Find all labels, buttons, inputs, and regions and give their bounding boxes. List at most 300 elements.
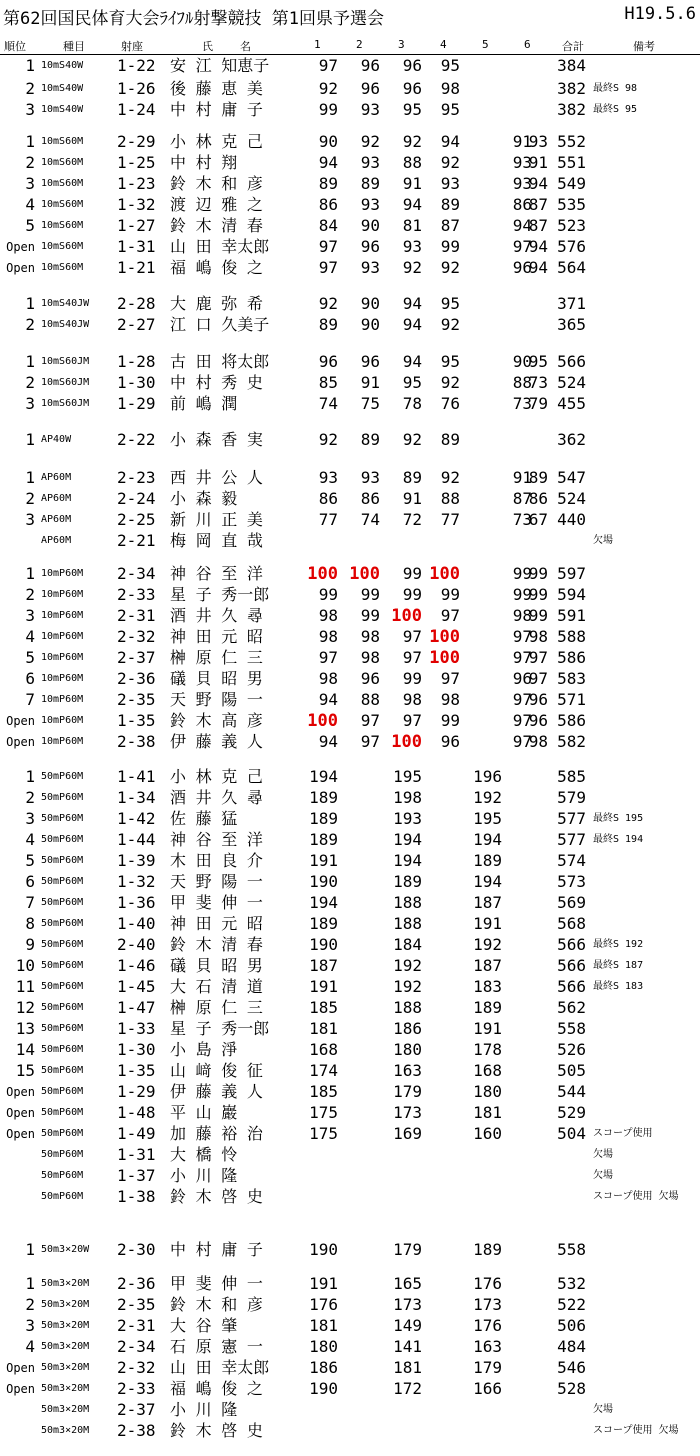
table-row	[0, 428, 700, 452]
score-cell: 91	[360, 373, 380, 392]
score-cell: 198	[393, 788, 422, 807]
name-cell: 加 藤 裕 治	[170, 1124, 263, 1143]
table-row	[0, 529, 700, 553]
lane-cell: 1-36	[117, 893, 156, 912]
score-cell: 87	[512, 489, 532, 508]
event-cell: 50m3×20M	[41, 1299, 90, 1310]
score-cell: 96	[528, 711, 548, 730]
total-cell: 573	[557, 872, 586, 891]
score-cell: 97	[318, 258, 338, 277]
score-cell: 91	[528, 153, 548, 172]
total-cell: 552	[557, 132, 586, 151]
total-cell: 576	[557, 237, 586, 256]
lane-cell: 2-37	[117, 1400, 156, 1419]
lane-cell: 1-37	[117, 1166, 156, 1185]
lane-cell: 1-40	[117, 914, 156, 933]
score-cell: 92	[360, 132, 380, 151]
name-cell: 甲 斐 伸 一	[170, 1274, 263, 1293]
rank-cell: 10	[15, 956, 35, 975]
score-cell: 184	[393, 935, 422, 954]
total-cell: 568	[557, 914, 586, 933]
score-cell: 100	[391, 732, 422, 752]
score-cell: 97	[512, 648, 532, 667]
event-cell: 10mS60JM	[41, 398, 90, 409]
name-cell: 西 井 公 人	[170, 468, 263, 487]
name-cell: 木 田 良 介	[170, 851, 263, 870]
header-round-6: 6	[524, 38, 531, 51]
rank-cell: 2	[25, 489, 35, 508]
rank-cell: 6	[25, 669, 35, 688]
event-cell: 50m3×20M	[41, 1404, 90, 1415]
name-cell: 礒 貝 昭 男	[170, 669, 263, 688]
score-cell: 85	[318, 373, 338, 392]
event-cell: 50mP60M	[41, 939, 84, 950]
lane-cell: 1-45	[117, 977, 156, 996]
event-cell: 50mP60M	[41, 855, 84, 866]
total-cell: 586	[557, 711, 586, 730]
score-cell: 86	[528, 489, 548, 508]
score-cell: 181	[473, 1103, 502, 1122]
lane-cell: 1-32	[117, 872, 156, 891]
name-cell: 小 島 淨	[170, 1040, 238, 1059]
header-round-1: 1	[314, 38, 321, 51]
lane-cell: 2-31	[117, 606, 156, 625]
name-cell: 小 川 隆	[170, 1166, 238, 1185]
rank-cell: 1	[25, 1240, 35, 1259]
score-cell: 173	[393, 1103, 422, 1122]
score-cell: 99	[402, 669, 422, 688]
score-cell: 92	[318, 294, 338, 313]
score-cell: 90	[360, 294, 380, 313]
score-cell: 98	[528, 627, 548, 646]
score-cell: 91	[402, 174, 422, 193]
score-cell: 194	[309, 767, 338, 786]
name-cell: 酒 井 久 尋	[170, 606, 263, 625]
total-cell: 532	[557, 1274, 586, 1293]
score-cell: 189	[393, 872, 422, 891]
lane-cell: 1-30	[117, 373, 156, 392]
total-cell: 484	[557, 1337, 586, 1356]
event-cell: AP60M	[41, 493, 72, 504]
name-cell: 鈴 木 啓 史	[170, 1421, 263, 1440]
page-title: 第62回国民体育大会ﾗｲﾌﾙ射撃競技 第1回県予選会	[3, 9, 384, 29]
score-cell: 88	[440, 489, 460, 508]
name-cell: 神 田 元 昭	[170, 914, 263, 933]
total-cell: 524	[557, 373, 586, 392]
total-cell: 582	[557, 732, 586, 751]
score-cell: 91	[512, 132, 532, 151]
event-cell: 10mP60M	[41, 631, 84, 642]
event-cell: 50m3×20M	[41, 1425, 90, 1436]
score-cell: 94	[402, 352, 422, 371]
score-cell: 95	[440, 56, 460, 75]
score-cell: 176	[309, 1295, 338, 1314]
score-cell: 189	[309, 809, 338, 828]
score-cell: 193	[393, 809, 422, 828]
lane-cell: 2-27	[117, 315, 156, 334]
event-cell: 50mP60M	[41, 876, 84, 887]
score-cell: 191	[473, 914, 502, 933]
lane-cell: 1-30	[117, 1040, 156, 1059]
score-cell: 191	[309, 1274, 338, 1293]
score-cell: 94	[440, 132, 460, 151]
name-cell: 小 川 隆	[170, 1400, 238, 1419]
event-cell: 10mP60M	[41, 694, 84, 705]
total-cell: 558	[557, 1019, 586, 1038]
score-cell: 188	[393, 998, 422, 1017]
note-cell: 欠場	[593, 1149, 613, 1160]
score-cell: 86	[318, 195, 338, 214]
score-cell: 189	[309, 830, 338, 849]
score-cell: 90	[318, 132, 338, 151]
total-cell: 583	[557, 669, 586, 688]
score-cell: 166	[473, 1379, 502, 1398]
score-cell: 73	[528, 373, 548, 392]
name-cell: 山 田 幸太郎	[170, 237, 270, 256]
name-cell: 後 藤 恵 美	[170, 79, 263, 98]
event-cell: 50mP60M	[41, 834, 84, 845]
rank-cell: Open	[6, 240, 35, 254]
score-cell: 98	[440, 79, 460, 98]
score-cell: 74	[318, 394, 338, 413]
score-cell: 97	[528, 669, 548, 688]
score-cell: 87	[440, 216, 460, 235]
score-cell: 195	[393, 767, 422, 786]
event-cell: 50mP60M	[41, 792, 84, 803]
header-given-name: 名	[240, 40, 251, 53]
score-cell: 77	[440, 510, 460, 529]
score-cell: 189	[473, 1240, 502, 1259]
event-cell: 50mP60M	[41, 897, 84, 908]
score-cell: 141	[393, 1337, 422, 1356]
score-cell: 185	[309, 998, 338, 1017]
name-cell: 伊 藤 義 人	[170, 1082, 263, 1101]
total-cell: 544	[557, 1082, 586, 1101]
lane-cell: 1-35	[117, 1061, 156, 1080]
score-cell: 176	[473, 1316, 502, 1335]
lane-cell: 1-46	[117, 956, 156, 975]
score-cell: 165	[393, 1274, 422, 1293]
score-cell: 86	[512, 195, 532, 214]
score-cell: 163	[473, 1337, 502, 1356]
score-cell: 97	[440, 669, 460, 688]
rank-cell: 2	[25, 153, 35, 172]
event-cell: 10mP60M	[41, 673, 84, 684]
event-cell: 50m3×20M	[41, 1383, 90, 1394]
score-cell: 92	[440, 315, 460, 334]
event-cell: 50mP60M	[41, 813, 84, 824]
lane-cell: 1-44	[117, 830, 156, 849]
score-cell: 97	[318, 237, 338, 256]
rank-cell: 14	[15, 1040, 35, 1059]
total-cell: 371	[557, 294, 586, 313]
lane-cell: 1-38	[117, 1187, 156, 1206]
score-cell: 97	[512, 237, 532, 256]
score-cell: 194	[473, 830, 502, 849]
header-lane: 射座	[121, 40, 143, 53]
header-round-5: 5	[482, 38, 489, 51]
event-cell: AP60M	[41, 535, 72, 546]
lane-cell: 1-47	[117, 998, 156, 1017]
event-cell: AP60M	[41, 514, 72, 525]
lane-cell: 1-25	[117, 153, 156, 172]
score-cell: 96	[360, 237, 380, 256]
total-cell: 365	[557, 315, 586, 334]
lane-cell: 1-26	[117, 79, 156, 98]
score-cell: 95	[402, 373, 422, 392]
event-cell: 10mP60M	[41, 715, 84, 726]
total-cell: 586	[557, 648, 586, 667]
table-row	[0, 730, 700, 754]
score-cell: 98	[402, 690, 422, 709]
rank-cell: 12	[15, 998, 35, 1017]
name-cell: 酒 井 久 尋	[170, 788, 263, 807]
score-cell: 100	[307, 711, 338, 731]
score-cell: 88	[402, 153, 422, 172]
score-cell: 89	[318, 174, 338, 193]
name-cell: 星 子 秀一郎	[170, 585, 270, 604]
score-cell: 72	[402, 510, 422, 529]
total-cell: 566	[557, 956, 586, 975]
note-cell: 最終S 194	[593, 834, 644, 845]
event-cell: 10mS40W	[41, 83, 84, 94]
score-cell: 92	[440, 153, 460, 172]
score-cell: 93	[402, 237, 422, 256]
score-cell: 74	[360, 510, 380, 529]
lane-cell: 1-42	[117, 809, 156, 828]
score-cell: 189	[309, 788, 338, 807]
rank-cell: 1	[25, 352, 35, 371]
rank-cell: 1	[25, 1274, 35, 1293]
score-cell: 100	[429, 627, 460, 647]
score-cell: 96	[360, 352, 380, 371]
score-cell: 179	[473, 1358, 502, 1377]
rank-cell: 1	[25, 468, 35, 487]
note-cell: 欠場	[593, 1170, 613, 1181]
score-cell: 98	[528, 732, 548, 751]
score-cell: 94	[512, 216, 532, 235]
name-cell: 鈴 木 高 彦	[170, 711, 263, 730]
score-cell: 92	[402, 132, 422, 151]
score-cell: 97	[440, 606, 460, 625]
score-cell: 94	[528, 174, 548, 193]
score-cell: 91	[402, 489, 422, 508]
score-cell: 96	[360, 79, 380, 98]
score-cell: 191	[473, 1019, 502, 1038]
score-cell: 178	[473, 1040, 502, 1059]
score-cell: 99	[512, 585, 532, 604]
total-cell: 566	[557, 352, 586, 371]
total-cell: 384	[557, 56, 586, 75]
note-cell: 最終S 192	[593, 939, 644, 950]
table-row	[0, 313, 700, 337]
score-cell: 78	[402, 394, 422, 413]
lane-cell: 2-33	[117, 585, 156, 604]
name-cell: 天 野 陽 一	[170, 690, 263, 709]
total-cell: 524	[557, 489, 586, 508]
score-cell: 89	[360, 174, 380, 193]
event-cell: 10mS60M	[41, 178, 84, 189]
event-cell: 50mP60M	[41, 771, 84, 782]
score-cell: 97	[360, 711, 380, 730]
score-cell: 196	[473, 767, 502, 786]
score-cell: 189	[473, 851, 502, 870]
score-cell: 89	[360, 430, 380, 449]
total-cell: 594	[557, 585, 586, 604]
event-cell: 50mP60M	[41, 1170, 84, 1181]
total-cell: 579	[557, 788, 586, 807]
score-cell: 90	[360, 315, 380, 334]
score-cell: 97	[512, 690, 532, 709]
total-cell: 551	[557, 153, 586, 172]
score-cell: 190	[309, 935, 338, 954]
score-cell: 95	[402, 100, 422, 119]
score-cell: 190	[309, 1379, 338, 1398]
rank-cell: 15	[15, 1061, 35, 1080]
score-cell: 79	[528, 394, 548, 413]
score-cell: 98	[360, 627, 380, 646]
score-cell: 173	[393, 1295, 422, 1314]
event-cell: 50m3×20M	[41, 1362, 90, 1373]
score-cell: 187	[309, 956, 338, 975]
score-cell: 96	[360, 56, 380, 75]
lane-cell: 1-32	[117, 195, 156, 214]
rank-cell: 4	[25, 1337, 35, 1356]
rank-cell: Open	[6, 1127, 35, 1141]
lane-cell: 2-34	[117, 564, 156, 583]
event-cell: 50m3×20M	[41, 1341, 90, 1352]
rank-cell: 2	[25, 79, 35, 98]
score-cell: 100	[391, 606, 422, 626]
lane-cell: 2-30	[117, 1240, 156, 1259]
lane-cell: 2-23	[117, 468, 156, 487]
lane-cell: 2-37	[117, 648, 156, 667]
score-cell: 96	[360, 669, 380, 688]
score-cell: 100	[429, 648, 460, 668]
rank-cell: 6	[25, 872, 35, 891]
score-cell: 97	[512, 711, 532, 730]
note-cell: 最終S 195	[593, 813, 644, 824]
score-cell: 188	[393, 914, 422, 933]
score-cell: 191	[309, 977, 338, 996]
rank-cell: 3	[25, 1316, 35, 1335]
score-cell: 88	[360, 690, 380, 709]
lane-cell: 2-36	[117, 1274, 156, 1293]
lane-cell: 2-25	[117, 510, 156, 529]
lane-cell: 2-32	[117, 627, 156, 646]
score-cell: 96	[512, 669, 532, 688]
table-row	[0, 98, 700, 122]
score-cell: 100	[349, 564, 380, 584]
score-cell: 98	[318, 627, 338, 646]
name-cell: 神 田 元 昭	[170, 627, 263, 646]
score-cell: 175	[309, 1103, 338, 1122]
name-cell: 石 原 憲 一	[170, 1337, 263, 1356]
header-surname: 氏	[202, 40, 213, 53]
total-cell: 566	[557, 935, 586, 954]
name-cell: 甲 斐 伸 一	[170, 893, 263, 912]
score-cell: 149	[393, 1316, 422, 1335]
name-cell: 中 村 庸 子	[170, 1240, 263, 1259]
rank-cell: 3	[25, 510, 35, 529]
score-cell: 99	[440, 711, 460, 730]
lane-cell: 1-21	[117, 258, 156, 277]
name-cell: 大 石 清 道	[170, 977, 263, 996]
event-cell: 10mS60JM	[41, 377, 90, 388]
event-cell: 10mS60M	[41, 136, 84, 147]
rank-cell: 3	[25, 394, 35, 413]
score-cell: 93	[360, 468, 380, 487]
score-cell: 73	[512, 394, 532, 413]
score-cell: 98	[318, 606, 338, 625]
event-cell: 10mP60M	[41, 568, 84, 579]
lane-cell: 1-39	[117, 851, 156, 870]
name-cell: 小 林 克 己	[170, 767, 263, 786]
total-cell: 522	[557, 1295, 586, 1314]
event-cell: 10mS40W	[41, 60, 84, 71]
note-cell: 最終S 183	[593, 981, 644, 992]
score-cell: 98	[318, 669, 338, 688]
score-cell: 96	[528, 690, 548, 709]
event-cell: 10mS60M	[41, 262, 84, 273]
score-cell: 96	[440, 732, 460, 751]
score-cell: 99	[318, 585, 338, 604]
lane-cell: 1-29	[117, 394, 156, 413]
event-cell: 10mS40JW	[41, 298, 90, 309]
event-cell: 10mS60M	[41, 199, 84, 210]
score-cell: 88	[512, 373, 532, 392]
score-cell: 99	[402, 585, 422, 604]
score-cell: 97	[402, 648, 422, 667]
score-cell: 189	[309, 914, 338, 933]
rank-cell: Open	[6, 735, 35, 749]
header-rank: 順位	[4, 40, 26, 53]
lane-cell: 1-48	[117, 1103, 156, 1122]
score-cell: 97	[318, 648, 338, 667]
score-cell: 192	[393, 977, 422, 996]
note-cell: スコープ使用	[593, 1128, 653, 1139]
table-row	[0, 392, 700, 416]
name-cell: 山 﨑 俊 征	[170, 1061, 263, 1080]
name-cell: 江 口 久美子	[170, 315, 270, 334]
event-cell: 50mP60M	[41, 960, 84, 971]
total-cell: 571	[557, 690, 586, 709]
score-cell: 89	[440, 195, 460, 214]
score-cell: 93	[360, 195, 380, 214]
score-cell: 180	[473, 1082, 502, 1101]
table-row	[0, 1185, 700, 1209]
rank-cell: Open	[6, 261, 35, 275]
score-cell: 84	[318, 216, 338, 235]
lane-cell: 2-24	[117, 489, 156, 508]
event-cell: 10mS60M	[41, 241, 84, 252]
total-cell: 577	[557, 809, 586, 828]
rank-cell: 2	[25, 315, 35, 334]
header-round-3: 3	[398, 38, 405, 51]
score-cell: 92	[440, 258, 460, 277]
name-cell: 梅 岡 直 哉	[170, 531, 263, 550]
rank-cell: 1	[25, 132, 35, 151]
name-cell: 平 山 巖	[170, 1103, 238, 1122]
score-cell: 94	[402, 195, 422, 214]
total-cell: 569	[557, 893, 586, 912]
rank-cell: 7	[25, 690, 35, 709]
event-cell: 10mP60M	[41, 736, 84, 747]
score-cell: 99	[528, 585, 548, 604]
score-cell: 94	[528, 258, 548, 277]
lane-cell: 2-32	[117, 1358, 156, 1377]
name-cell: 榊 原 仁 三	[170, 998, 263, 1017]
